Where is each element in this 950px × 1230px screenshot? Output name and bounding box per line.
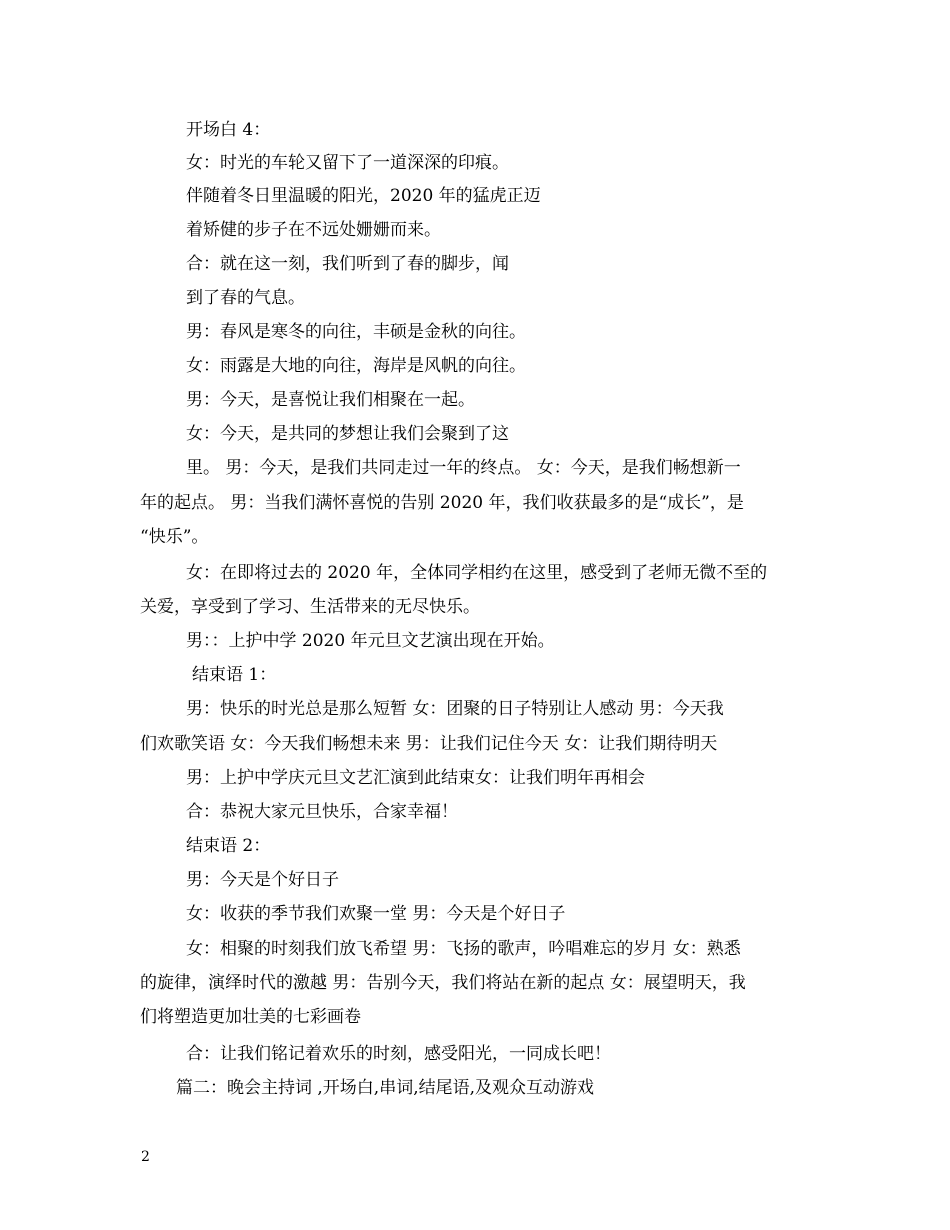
text-line: 到了春的气息。 xyxy=(186,288,305,308)
text-line: 女：雨露是大地的向往，海岸是风帆的向往。 xyxy=(186,356,526,376)
text-line: 女：在即将过去的 2020 年，全体同学相约在这里，感受到了老师无微不至的 xyxy=(186,563,768,583)
text-line: 女：收获的季节我们欢聚一堂 男：今天是个好日子 xyxy=(186,904,566,924)
text-line: 开场白 4： xyxy=(186,120,271,140)
text-line: 着矫健的步子在不远处姗姗而来。 xyxy=(186,220,441,240)
text-line: 里。 男：今天，是我们共同走过一年的终点。 女：今天，是我们畅想新一 xyxy=(186,458,741,478)
text-line: 伴随着冬日里温暖的阳光，2020 年的猛虎正迈 xyxy=(186,186,541,206)
text-line: 女：相聚的时刻我们放飞希望 男：飞扬的歌声，吟唱难忘的岁月 女：熟悉 xyxy=(186,939,741,959)
section-heading: 结束语 2： xyxy=(186,836,271,856)
text-line: 女：时光的车轮又留下了一道深深的印痕。 xyxy=(186,153,509,173)
text-line: 女：今天，是共同的梦想让我们会聚到了这 xyxy=(186,424,509,444)
page-number: 2 xyxy=(141,1149,150,1165)
text-line: 男：春风是寒冬的向往，丰硕是金秋的向往。 xyxy=(186,322,526,342)
text-line: 们将塑造更加壮美的七彩画卷 xyxy=(140,1007,361,1027)
text-line: 关爱，享受到了学习、生活带来的无尽快乐。 xyxy=(140,597,480,617)
text-line: 合：就在这一刻，我们听到了春的脚步，闻 xyxy=(186,254,509,274)
text-line: 年的起点。 男：当我们满怀喜悦的告别 2020 年，我们收获最多的是“成长”，是 xyxy=(140,493,744,513)
section-heading: 篇二：晚会主持词 ,开场白,串词,结尾语,及观众互动游戏 xyxy=(176,1078,595,1098)
text-line: 合：恭祝大家元旦快乐，合家幸福！ xyxy=(186,802,458,822)
text-line: 男：今天是个好日子 xyxy=(186,870,339,890)
text-line: 男：今天，是喜悦让我们相聚在一起。 xyxy=(186,390,475,410)
section-heading: 结束语 1： xyxy=(192,665,277,685)
text-line: 男：上护中学庆元旦文艺汇演到此结束女：让我们明年再相会 xyxy=(186,768,645,788)
text-line: 男：：上护中学 2020 年元旦文艺演出现在开始。 xyxy=(186,631,555,651)
text-line: 合：让我们铭记着欢乐的时刻，感受阳光，一同成长吧！ xyxy=(186,1044,611,1064)
text-line: “快乐”。 xyxy=(140,527,209,547)
text-line: 的旋律，演绎时代的激越 男：告别今天，我们将站在新的起点 女：展望明天，我 xyxy=(140,973,746,993)
text-line: 们欢歌笑语 女：今天我们畅想未来 男：让我们记住今天 女：让我们期待明天 xyxy=(140,734,718,754)
text-line: 男：快乐的时光总是那么短暂 女：团聚的日子特别让人感动 男：今天我 xyxy=(186,699,724,719)
